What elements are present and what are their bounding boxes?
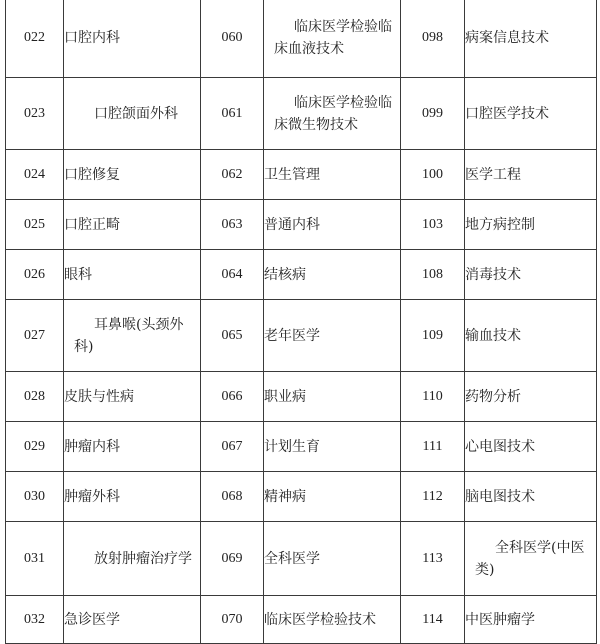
specialty-name-cell: 口腔修复 — [64, 150, 201, 200]
specialty-name-cell: 地方病控制 — [465, 200, 597, 250]
code-cell: 114 — [401, 596, 465, 644]
code-cell: 028 — [6, 372, 64, 422]
code-cell: 108 — [401, 250, 465, 300]
code-cell: 061 — [201, 78, 264, 150]
specialty-name-cell: 计划生育 — [264, 422, 401, 472]
code-cell: 024 — [6, 150, 64, 200]
specialty-name-cell: 全科医学(中医类) — [465, 522, 597, 596]
specialty-name-cell: 老年医学 — [264, 300, 401, 372]
specialty-name-cell: 耳鼻喉(头颈外科) — [64, 300, 201, 372]
code-cell: 060 — [201, 0, 264, 78]
code-cell: 026 — [6, 250, 64, 300]
code-cell: 070 — [201, 596, 264, 644]
specialty-name-cell: 结核病 — [264, 250, 401, 300]
specialty-name-cell: 医学工程 — [465, 150, 597, 200]
code-cell: 069 — [201, 522, 264, 596]
code-cell: 062 — [201, 150, 264, 200]
code-cell: 031 — [6, 522, 64, 596]
code-cell: 027 — [6, 300, 64, 372]
specialty-name-cell: 药物分析 — [465, 372, 597, 422]
specialty-name-cell: 临床医学检验技术 — [264, 596, 401, 644]
specialty-name-cell: 肿瘤内科 — [64, 422, 201, 472]
code-cell: 030 — [6, 472, 64, 522]
code-cell: 098 — [401, 0, 465, 78]
table-body — [6, 0, 597, 644]
specialty-name-cell: 眼科 — [64, 250, 201, 300]
specialty-name-cell: 卫生管理 — [264, 150, 401, 200]
specialty-code-table — [5, 0, 597, 644]
table-row — [6, 596, 597, 644]
specialty-name-cell: 口腔内科 — [64, 0, 201, 78]
specialty-name-cell: 临床医学检验临床微生物技术 — [264, 78, 401, 150]
code-cell: 022 — [6, 0, 64, 78]
specialty-name-cell: 口腔正畸 — [64, 200, 201, 250]
specialty-name-cell: 肿瘤外科 — [64, 472, 201, 522]
specialty-name-cell: 输血技术 — [465, 300, 597, 372]
specialty-name-cell: 病案信息技术 — [465, 0, 597, 78]
code-cell: 109 — [401, 300, 465, 372]
specialty-name-cell: 口腔医学技术 — [465, 78, 597, 150]
code-cell: 032 — [6, 596, 64, 644]
specialty-name-cell: 中医肿瘤学 — [465, 596, 597, 644]
specialty-name-cell: 精神病 — [264, 472, 401, 522]
code-cell: 068 — [201, 472, 264, 522]
code-cell: 064 — [201, 250, 264, 300]
code-cell: 110 — [401, 372, 465, 422]
code-cell: 025 — [6, 200, 64, 250]
code-cell: 100 — [401, 150, 465, 200]
specialty-name-cell: 脑电图技术 — [465, 472, 597, 522]
code-cell: 067 — [201, 422, 264, 472]
table-row — [6, 78, 597, 150]
specialty-name-cell: 口腔颌面外科 — [64, 78, 201, 150]
table-row — [6, 300, 597, 372]
code-cell: 063 — [201, 200, 264, 250]
specialty-name-cell: 普通内科 — [264, 200, 401, 250]
code-cell: 065 — [201, 300, 264, 372]
table-row — [6, 150, 597, 200]
code-cell: 112 — [401, 472, 465, 522]
table-row — [6, 200, 597, 250]
code-cell: 099 — [401, 78, 465, 150]
code-cell: 029 — [6, 422, 64, 472]
specialty-name-cell: 心电图技术 — [465, 422, 597, 472]
code-cell: 113 — [401, 522, 465, 596]
specialty-name-cell: 全科医学 — [264, 522, 401, 596]
table-row — [6, 372, 597, 422]
table-row — [6, 250, 597, 300]
table-row — [6, 522, 597, 596]
table-row — [6, 422, 597, 472]
code-cell: 111 — [401, 422, 465, 472]
specialty-name-cell: 临床医学检验临床血液技术 — [264, 0, 401, 78]
table-row — [6, 0, 597, 78]
specialty-name-cell: 职业病 — [264, 372, 401, 422]
table-row — [6, 472, 597, 522]
specialty-name-cell: 放射肿瘤治疗学 — [64, 522, 201, 596]
specialty-name-cell: 皮肤与性病 — [64, 372, 201, 422]
code-cell: 103 — [401, 200, 465, 250]
code-cell: 066 — [201, 372, 264, 422]
specialty-name-cell: 消毒技术 — [465, 250, 597, 300]
code-cell: 023 — [6, 78, 64, 150]
specialty-name-cell: 急诊医学 — [64, 596, 201, 644]
